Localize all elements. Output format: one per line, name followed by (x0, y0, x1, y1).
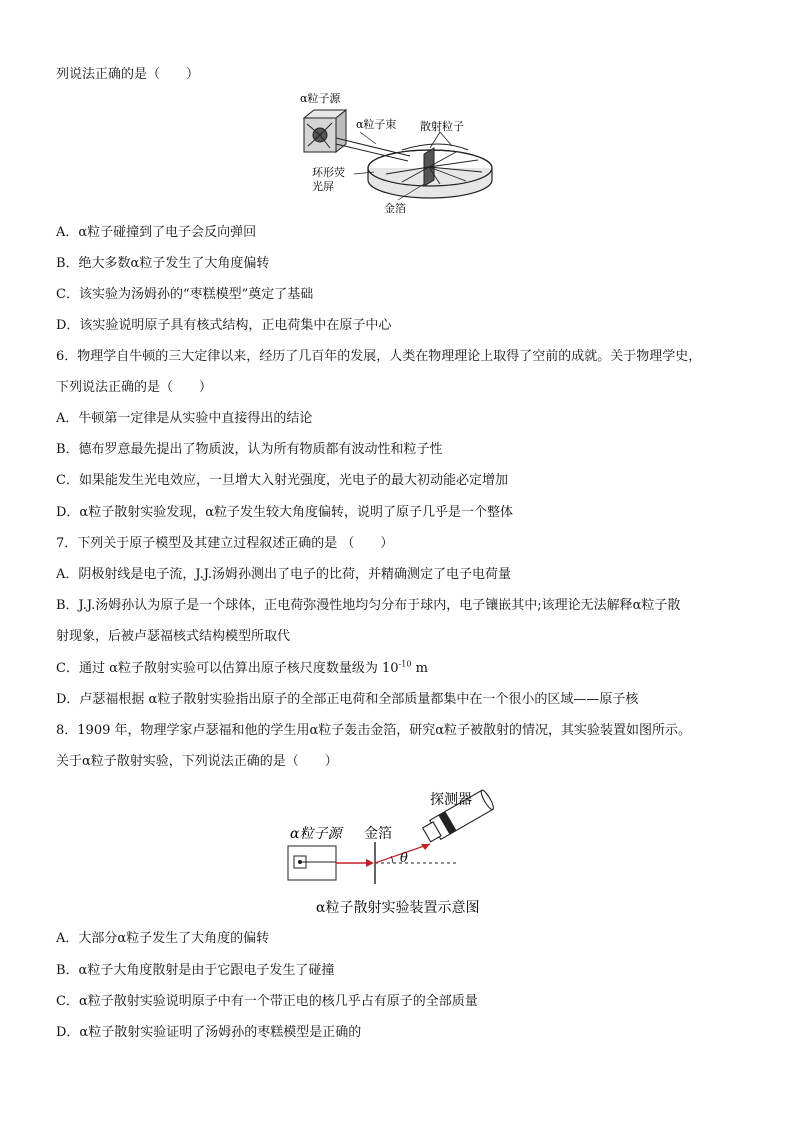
q8-option-c: C．α粒子散射实验说明原子中有一个带正电的核几乎占有原子的全部质量 (56, 994, 478, 1009)
q7-option-c-exponent: -10 (398, 659, 412, 669)
label-gold-foil: 金箔 (384, 202, 406, 215)
q7-option-a: A．阴极射线是电子流，J.J.汤姆孙测出了电子的比荷，并精确测定了电子电荷量 (56, 567, 512, 582)
alpha-scattering-schematic-figure (280, 786, 530, 920)
schematic-label-foil: 金箔 (364, 826, 392, 842)
beam-arrow-icon (366, 859, 374, 867)
q8-option-d: D．α粒子散射实验证明了汤姆孙的枣糕模型是正确的 (56, 1025, 362, 1040)
q6-stem-line2: 下列说法正确的是（ ） (56, 380, 213, 395)
q8-option-b: B．α粒子大角度散射是由于它跟电子发生了碰撞 (56, 963, 335, 978)
schematic-caption: α粒子散射实验装置示意图 (316, 900, 480, 916)
q5-option-b: B．绝大多数α粒子发生了大角度偏转 (56, 256, 270, 271)
schematic-label-detector: 探测器 (430, 792, 472, 808)
label-alpha-beam: α粒子束 (356, 118, 397, 131)
label-alpha-source: α粒子源 (300, 92, 341, 105)
q6-option-a: A．牛顿第一定律是从实验中直接得出的结论 (56, 411, 313, 426)
q5-stem: 列说法正确的是（ ） (56, 67, 200, 82)
q7-option-b-line1: B．J.J.汤姆孙认为原子是一个球体，正电荷弥漫性地均匀分布于球内，电子镶嵌其中;该理论无法解释α粒子散 (56, 598, 681, 613)
q7-stem: 7．下列关于原子模型及其建立过程叙述正确的是 （ ） (56, 536, 394, 551)
schematic-label-theta: θ (400, 851, 408, 866)
q5-option-c: C．该实验为汤姆孙的“枣糕模型”奠定了基础 (56, 287, 314, 302)
q5-option-a: A．α粒子碰撞到了电子会反向弹回 (56, 225, 257, 240)
schematic-label-source: α粒子源 (290, 826, 342, 842)
q6-option-d: D．α粒子散射实验发现，α粒子发生较大角度偏转，说明了原子几乎是一个整体 (56, 505, 513, 520)
alpha-source-box (304, 110, 346, 152)
q7-option-d: D．卢瑟福根据 α粒子散射实验指出原子的全部正电荷和全部质量都集中在一个很小的区域——原子核 (56, 692, 639, 707)
q5-option-d: D．该实验说明原子具有核式结构，正电荷集中在原子中心 (56, 318, 392, 333)
q6-option-b: B．德布罗意最先提出了物质波，认为所有物质都有波动性和粒子性 (56, 442, 443, 457)
label-ring-screen-1: 环形荧 (312, 166, 345, 179)
label-ring-screen-2: 光屏 (312, 180, 334, 193)
q8-stem-line2: 关于α粒子散射实验，下列说法正确的是（ ） (56, 754, 338, 769)
q6-stem-line1: 6．物理学自牛顿的三大定律以来，经历了几百年的发展，人类在物理理论上取得了空前的成就。关于物理学史， (56, 349, 702, 364)
label-scattered-particles: 散射粒子 (420, 120, 464, 133)
alpha-scattering-apparatus-figure (290, 88, 520, 218)
q6-option-c: C．如果能发生光电效应，一旦增大入射光强度，光电子的最大初动能必定增加 (56, 473, 508, 488)
q7-option-c-unit: m (411, 661, 428, 676)
q7-option-c-text: C．通过 α粒子散射实验可以估算出原子核尺度数量级为 10 (56, 661, 399, 676)
q8-option-a: A．大部分α粒子发生了大角度的偏转 (56, 931, 270, 946)
q8-stem-line1: 8．1909 年，物理学家卢瑟福和他的学生用α粒子轰击金箔，研究α粒子被散射的情况，其实验装置如图所示。 (56, 723, 692, 738)
q7-option-b-line2: 射现象，后被卢瑟福核式结构模型所取代 (56, 629, 291, 644)
q7-option-c (56, 660, 428, 678)
